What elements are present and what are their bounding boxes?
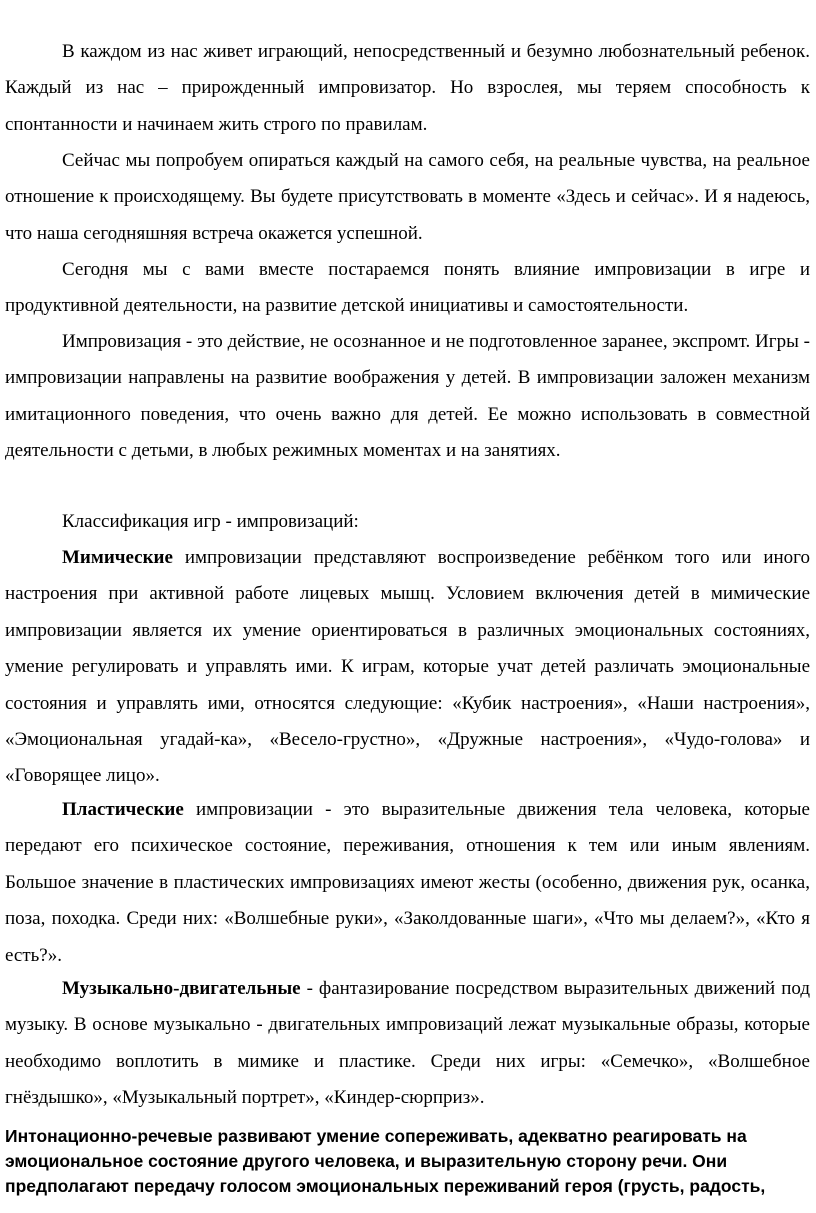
paragraph-text: импровизации - это выразительные движения тела человека, которые передают его психическое состояние, переживания, отношения к тем или иным явлениям. Большое значение в пластических импровизациях имеют жесты (особенно, движения рук, осанка, поза, походка. Среди них: «Волшебные руки», «Заколдованные шаги», «Что мы делаем?», «Кто я есть?».: [5, 799, 810, 966]
paragraph-text: Классификация игр - импровизаций:: [62, 511, 359, 532]
term-musical-motor: Музыкально-двигательные: [62, 978, 301, 999]
paragraph-text: - фантазирование посредством выразительных движений под музыку. В основе музыкально - двигательных импровизаций лежат музыкальные образы, которые необходимо воплотить в мимике и пластике. Среди них игры: «Семечко», «Волшебное гнёздышко», «Музыкальный портрет», «Киндер-сюрприз».: [5, 978, 810, 1109]
paragraph-text: В каждом из нас живет играющий, непосредственный и безумно любознательный ребенок. Каждый из нас – прирожденный импровизатор. Но взрослея, мы теряем способность к спонтанности и начинаем жить строго по правилам.: [5, 41, 810, 135]
paragraph-improvisation-definition: [5, 324, 810, 470]
paragraph-goal: [5, 252, 810, 325]
paragraph-intro: [5, 34, 810, 143]
term-mimic: Мимические: [62, 547, 173, 568]
paragraph-plastic: [5, 792, 810, 974]
paragraph-intonation-speech: [5, 1124, 775, 1199]
term-intonation-speech: Интонационно-речевые: [5, 1126, 213, 1146]
paragraph-text: Импровизация - это действие, не осознанное и не подготовленное заранее, экспромт. Игры - импровизации направлены на развитие воображения у детей. В импровизации заложен механизм имитационного поведения, что очень важно для детей. Ее можно использовать в совместной деятельности с детьми, в любых режимных моментах и на занятиях.: [5, 331, 810, 462]
paragraph-text: Сейчас мы попробуем опираться каждый на самого себя, на реальные чувства, на реальное отношение к происходящему. Вы будете присутствовать в моменте «Здесь и сейчас». И я надеюсь, что наша сегодняшняя встреча окажется успешной.: [5, 150, 810, 244]
paragraph-text: Сегодня мы с вами вместе постараемся понять влияние импровизации в игре и продуктивной деятельности, на развитие детской инициативы и самостоятельности.: [5, 259, 810, 317]
paragraph-text: развивают умение сопереживать, адекватно реагировать на эмоциональное состояние другого человека, и выразительную сторону речи. Они предполагают передачу голосом эмоциональных переживаний героя (грусть, радость,: [5, 1126, 766, 1196]
paragraph-here-and-now: [5, 143, 810, 252]
paragraph-mimic: [5, 540, 810, 795]
paragraph-musical-motor: [5, 971, 810, 1117]
term-plastic: Пластические: [62, 799, 184, 820]
paragraph-text: импровизации представляют воспроизведение ребёнком того или иного настроения при активной работе лицевых мышц. Условием включения детей в мимические импровизации является их умение ориентироваться в различных эмоциональных состояниях, умение регулировать и управлять ими. К играм, которые учат детей различать эмоциональные состояния и управлять ими, относятся следующие: «Кубик настроения», «Наши настроения», «Эмоциональная угадай-ка», «Весело-грустно», «Дружные настроения», «Чудо-голова» и «Говорящее лицо».: [5, 547, 810, 787]
paragraph-classification-heading: [5, 504, 810, 540]
